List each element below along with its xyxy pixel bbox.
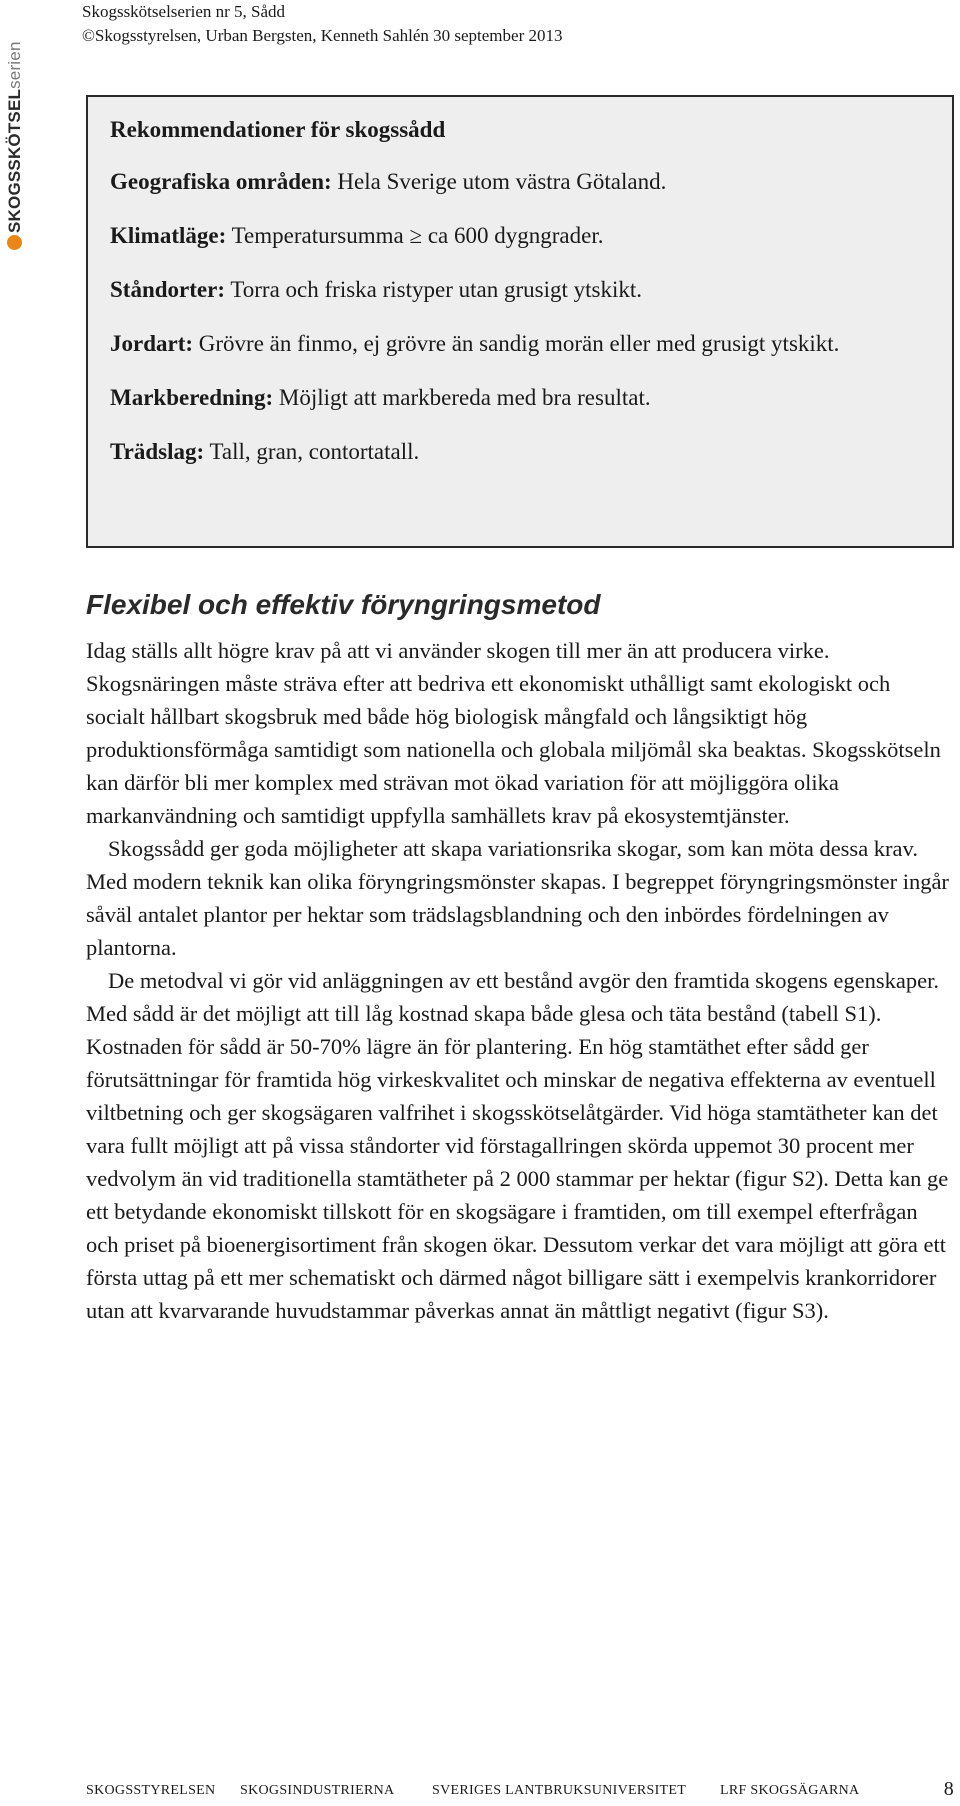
recommendation-item: Ståndorter: Torra och friska ristyper utan grusigt ytskikt. bbox=[110, 277, 642, 302]
series-title: Skogsskötselserien nr 5, Sådd bbox=[82, 2, 286, 21]
logo-dot-icon bbox=[7, 235, 22, 250]
recommendation-item: Klimatläge: Temperatursumma ≥ ca 600 dygngrader. bbox=[110, 223, 604, 248]
running-header bbox=[82, 0, 563, 48]
footer-org-skogsstyrelsen: SKOGSSTYRELSEN bbox=[86, 1783, 216, 1798]
recommendation-item: Trädslag: Tall, gran, contortatall. bbox=[110, 439, 420, 464]
recommendation-item: Markberedning: Möjligt att markbereda med bra resultat. bbox=[110, 385, 651, 410]
recommendation-item: Geografiska områden: Hela Sverige utom västra Götaland. bbox=[110, 169, 667, 194]
paragraph: Skogssådd ger goda möjligheter att skapa variationsrika skogar, som kan möta dessa krav. Med modern teknik kan olika föryngringsmönster skapas. I begreppet föryngringsmönster ingår såväl antalet plantor per hektar som trädslagsblandning och den inbördes fördelningen av plantorna. bbox=[86, 836, 949, 960]
recommendation-item: Jordart: Grövre än finmo, ej grövre än sandig morän eller med grusigt ytskikt. bbox=[110, 331, 840, 356]
page-number: 8 bbox=[943, 1778, 954, 1800]
section-heading: Flexibel och effektiv föryngringsmetod bbox=[86, 589, 601, 620]
body-text bbox=[86, 634, 954, 1327]
footer-org-skogsindustrierna: SKOGSINDUSTRIERNA bbox=[240, 1783, 395, 1798]
paragraph: De metodval vi gör vid anläggningen av ett bestånd avgör den framtida skogens egenskaper. Med sådd är det möjligt att till låg kostnad skapa både glesa och täta bestånd (tabell S1). Kostnaden för sådd är 50-70% lägre än för plantering. En hög stamtäthet efter sådd ger förutsättningar för framtida hög virkeskvalitet och minskar de negativa effekterna av eventuell viltbetning och ger skogsägaren valfrihet i skogsskötselåtgärder. Vid höga stamtätheter kan det vara fullt möjligt att på vissa ståndorter vid förstagallringen skörda uppemot 30 procent mer vedvolym än vid traditionella stamtätheter på 2 000 stammar per hektar (figur S2). Detta kan ge ett betydande ekonomiskt tillskott för en skogsägare i framtiden, om till exempel efterfrågan och priset på bioenergisortiment från skogen ökar. Dessutom verkar det vara möjligt att göra ett första uttag på ett mer schematiskt och därmed något billigare sätt i exempelvis krankorridorer utan att kvarvarande huvudstammar påverkas annat än måttligt negativt (figur S3). bbox=[86, 968, 949, 1323]
page-footer bbox=[86, 1780, 954, 1802]
footer-org-lrf: LRF SKOGSÄGARNA bbox=[720, 1783, 860, 1798]
recommendation-box bbox=[86, 95, 954, 548]
copyright-line: ©Skogsstyrelsen, Urban Bergsten, Kenneth Sahlén 30 september 2013 bbox=[82, 26, 563, 45]
recommendation-title: Rekommendationer för skogssådd bbox=[110, 117, 446, 142]
footer-org-slu: SVERIGES LANTBRUKSUNIVERSITET bbox=[432, 1783, 687, 1798]
paragraph: Idag ställs allt högre krav på att vi använder skogen till mer än att producera virke. Skogsnäringen måste sträva efter att bedriva ett ekonomiskt uthålligt samt ekologiskt och socialt hållbart skogsbruk med både hög biologisk mångfald och långsiktigt hög produktionsförmåga samtidigt som nationella och globala miljömål ska beaktas. Skogsskötseln kan därför bli mer komplex med strävan mot ökad variation för att möjliggöra olika markanvändning och samtidigt uppfylla samhällets krav på ekosystemtjänster. bbox=[86, 638, 941, 828]
logo-text: SKOGSSKÖTSELserien bbox=[5, 41, 24, 233]
